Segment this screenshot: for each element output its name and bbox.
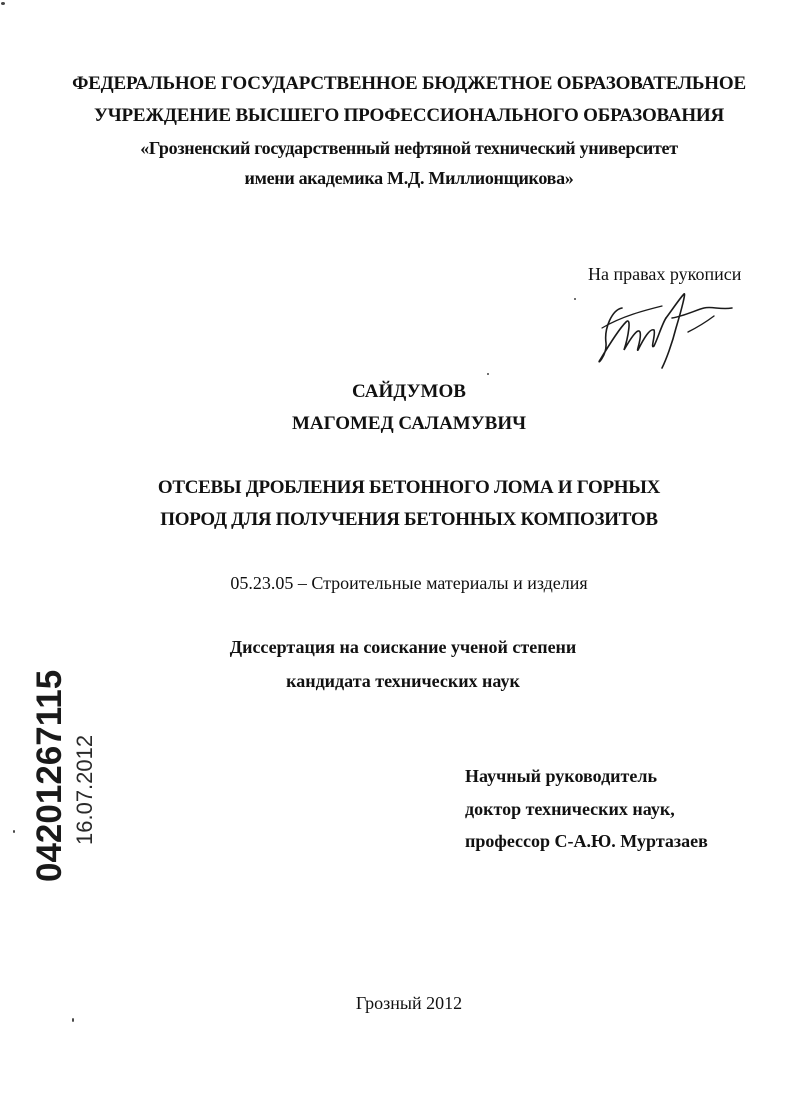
supervisor-label: Научный руководитель	[465, 766, 657, 786]
scan-speck	[574, 298, 576, 300]
thesis-title-line-1: ОТСЕВЫ ДРОБЛЕНИЯ БЕТОННОГО ЛОМА И ГОРНЫХ	[157, 477, 661, 498]
institution-line-2: УЧРЕЖДЕНИЕ ВЫСШЕГО ПРОФЕССИОНАЛЬНОГО ОБРАЗОВАНИЯ	[93, 105, 725, 126]
place-year: Грозный 2012	[355, 993, 463, 1013]
scan-speck	[1, 2, 5, 5]
institution-line-3: «Грозненский государственный нефтяной технический университет	[140, 138, 678, 158]
thesis-title-line-2: ПОРОД ДЛЯ ПОЛУЧЕНИЯ БЕТОННЫХ КОМПОЗИТОВ	[160, 509, 658, 530]
dissertation-line-1: Диссертация на соискание ученой степени	[229, 637, 577, 657]
scan-speck	[487, 373, 489, 375]
scan-speck	[13, 830, 15, 833]
library-stamp-date: 16.07.2012	[72, 734, 97, 845]
author-surname: САЙДУМОВ	[352, 381, 466, 402]
institution-line-1: ФЕДЕРАЛЬНОЕ ГОСУДАРСТВЕННОЕ БЮДЖЕТНОЕ ОБРАЗОВАТЕЛЬНОЕ	[72, 73, 746, 94]
scan-speck	[72, 1018, 74, 1022]
library-stamp-code: 04201267115	[30, 669, 69, 882]
institution-line-4: имени академика М.Д. Миллионщикова»	[244, 168, 574, 188]
dissertation-line-2: кандидата технических наук	[286, 671, 520, 691]
rights-note: На правах рукописи	[588, 264, 742, 284]
signature-icon	[592, 288, 738, 378]
supervisor-name: профессор С-А.Ю. Муртазаев	[465, 831, 708, 851]
supervisor-degree: доктор технических наук,	[465, 799, 675, 819]
specialty: 05.23.05 – Строительные материалы и изделия	[230, 573, 588, 593]
author-given-names: МАГОМЕД САЛАМУВИЧ	[291, 413, 527, 434]
